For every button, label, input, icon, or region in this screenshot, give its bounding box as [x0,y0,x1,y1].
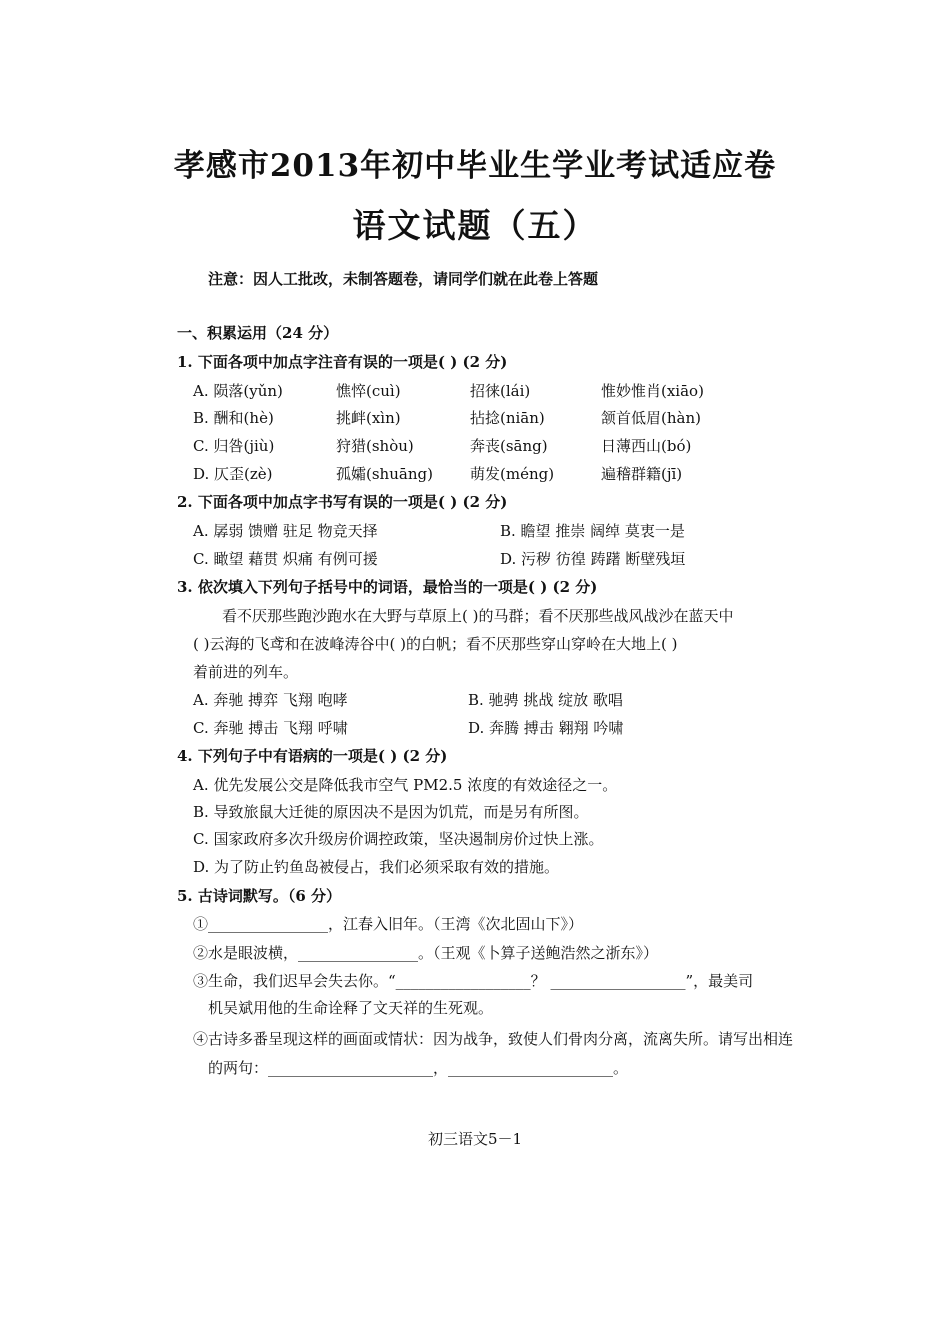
q5-line-3: ③生命，我们迟早会失去你。“__________________？ __________________”，最美司 [193,972,754,990]
section-heading: 一、积累运用（24 分） [177,324,339,342]
q1-option-b-2: 挑衅(xìn) [336,409,401,427]
q1-option-d-2: 孤孀(shuāng) [336,465,433,483]
q1-option-c-3: 奔丧(sāng) [470,437,548,455]
page-footer: 初三语文5－1 [427,1130,523,1148]
q3-passage-line-2: ( )云海的飞鸢和在波峰涛谷中( )的白帆；看不厌那些穿山穿岭在大地上( ) [193,635,678,653]
q1-option-b-1: B. 酬和(hè) [193,409,274,427]
q1-option-a-2: 憔悴(cuì) [336,382,401,400]
q5-line-2: ②水是眼波横，________________。（王观《卜算子送鲍浩然之浙东》） [193,944,659,962]
q1-option-b-4: 颔首低眉(hàn) [601,409,701,427]
q5-line-4: 机吴斌用他的生命诠释了文天祥的生死观。 [208,999,494,1017]
q3-option-a: A. 奔驰 搏弈 飞翔 咆哮 [193,691,348,709]
q4-option-d: D. 为了防止钓鱼岛被侵占，我们必须采取有效的措施。 [193,858,560,876]
q1-option-a-3: 招徕(lái) [470,382,531,400]
q4-option-b: B. 导致旅鼠大迁徙的原因决不是因为饥荒，而是另有所图。 [193,803,589,821]
q2-option-a: A. 孱弱 馈赠 驻足 物竞天择 [193,522,378,540]
q2-option-b: B. 瞻望 推崇 阔绰 莫衷一是 [500,522,685,540]
question-1-stem: 1. 下面各项中加点字注音有误的一项是( ) (2 分) [177,353,508,371]
q4-option-c: C. 国家政府多次升级房价调控政策，坚决遏制房价过快上涨。 [193,830,604,848]
q1-option-a-1: A. 陨落(yǔn) [193,382,283,400]
q1-option-c-2: 狩猎(shòu) [336,437,414,455]
q5-line-1: ①________________，江春入旧年。（王湾《次北固山下》） [193,915,584,933]
q5-line-6: 的两句：______________________，______________________。 [208,1059,629,1077]
q1-option-d-4: 遍稽群籍(jī) [601,465,683,483]
q3-option-d: D. 奔腾 搏击 翱翔 吟啸 [468,719,624,737]
exam-title: 孝感市2013年初中毕业生学业考试适应卷 [173,148,777,184]
question-5-stem: 5. 古诗词默写。（6 分） [177,887,342,905]
q5-line-5: ④古诗多番呈现这样的画面或情状：因为战争，致使人们骨肉分离，流离失所。请写出相连 [193,1030,794,1048]
q3-passage-line-3: 着前进的列车。 [193,663,299,681]
q1-option-c-4: 日薄西山(bó) [601,437,692,455]
q1-option-a-4: 惟妙惟肖(xiāo) [601,382,704,400]
question-2-stem: 2. 下面各项中加点字书写有误的一项是( ) (2 分) [177,493,508,511]
q4-option-a: A. 优先发展公交是降低我市空气 PM2.5 浓度的有效途径之一。 [193,776,618,794]
q2-option-d: D. 污秽 彷徨 踌躇 断壁残垣 [500,550,686,568]
q3-option-b: B. 驰骋 挑战 绽放 歌唱 [468,691,623,709]
q1-option-c-1: C. 归咎(jiù) [193,437,275,455]
q1-option-b-3: 拈捻(niān) [470,409,545,427]
question-3-stem: 3. 依次填入下列句子括号中的词语，最恰当的一项是( ) (2 分) [177,578,598,596]
q2-option-c: C. 瞰望 藉贯 炽痛 有例可援 [193,550,378,568]
q1-option-d-3: 萌发(méng) [470,465,555,483]
question-4-stem: 4. 下列句子中有语病的一项是( ) (2 分) [177,747,448,765]
q3-option-c: C. 奔驰 搏击 飞翔 呼啸 [193,719,348,737]
q1-option-d-1: D. 仄歪(zè) [193,465,273,483]
exam-subtitle: 语文试题（五） [352,206,598,245]
q3-passage-line-1: 看不厌那些跑沙跑水在大野与草原上( )的马群；看不厌那些战风战沙在蓝天中 [222,607,734,625]
notice: 注意：因人工批改，未制答题卷，请同学们就在此卷上答题 [208,270,599,288]
